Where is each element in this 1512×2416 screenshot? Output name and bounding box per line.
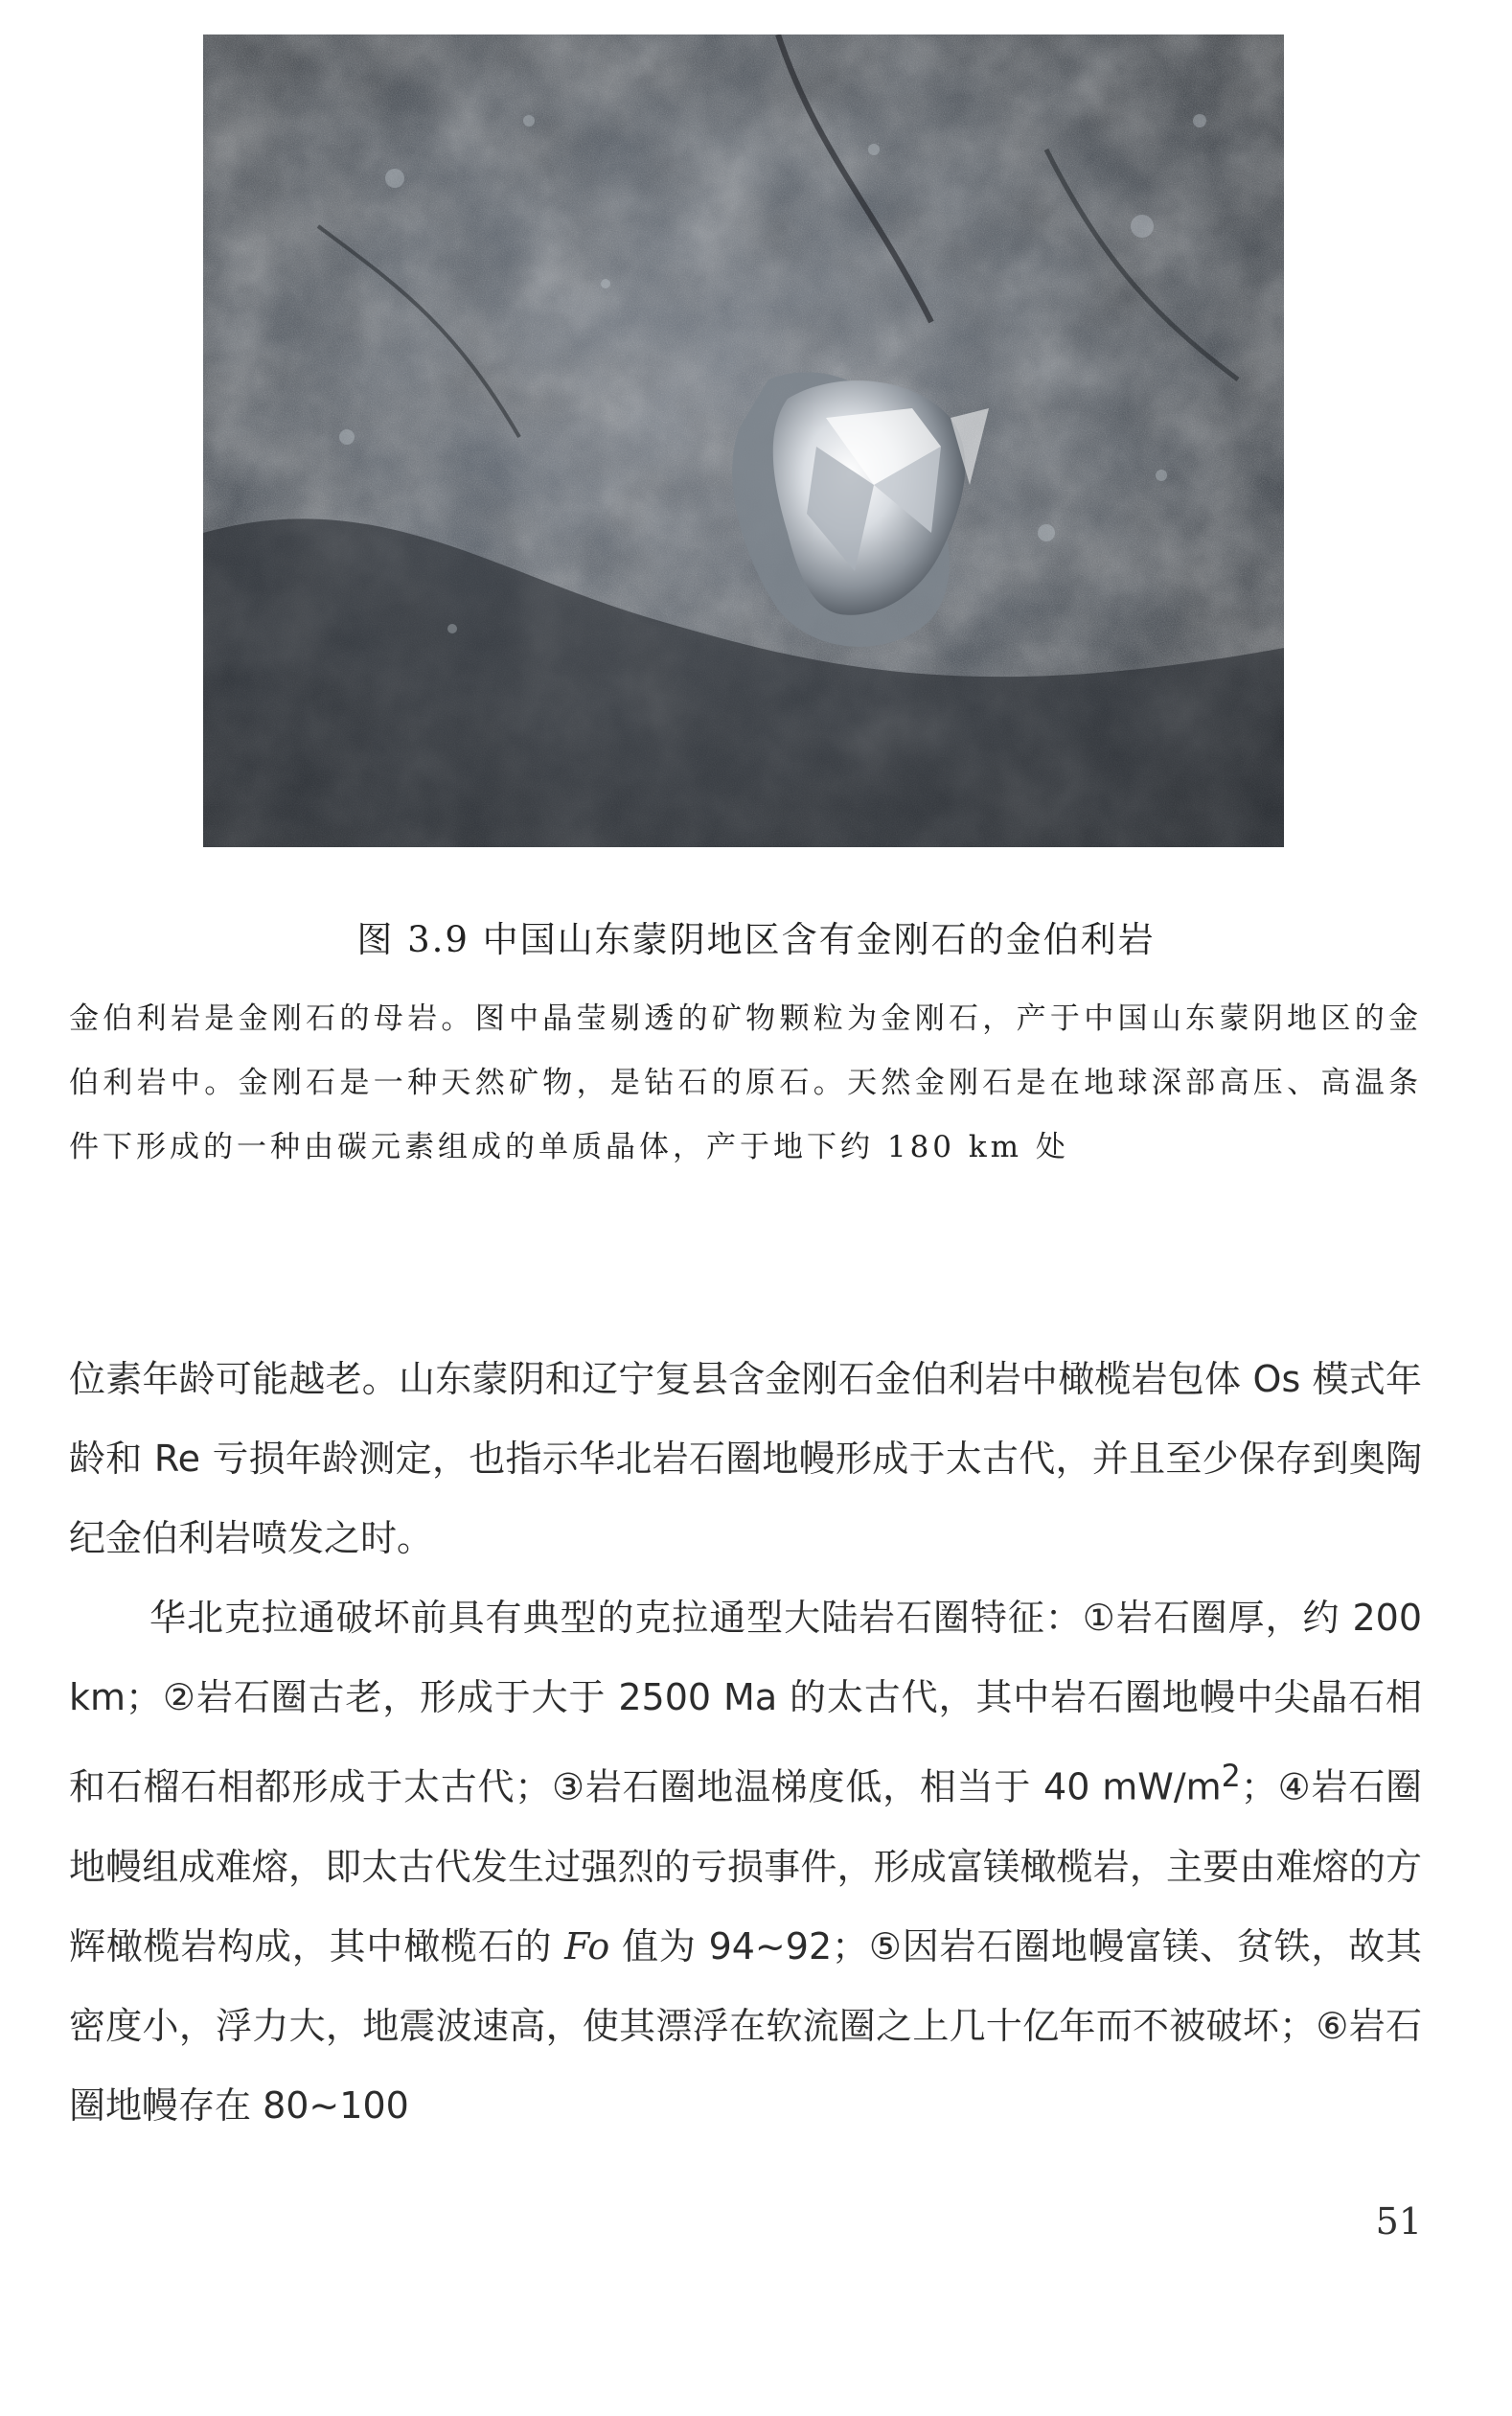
- body-text: [69, 1340, 1422, 2146]
- paragraph-2-part-b: ；④岩石圈地幔组成难熔，即太古代发生过强烈的亏损事件，形成富镁橄榄岩，主要由难熔的方辉橄榄岩构成，其中橄榄石的: [69, 1765, 1422, 1967]
- figure-caption: 图 3.9 中国山东蒙阴地区含有金刚石的金伯利岩: [356, 919, 1156, 960]
- paragraph-2-part-c: 值为 94~92；⑤因岩石圈地幔富镁、贫铁，故其密度小，浮力大，地震波速高，使其漂浮在软流圈之上几十亿年而不被破坏；⑥岩石圈地幔存在 80~100: [69, 1924, 1422, 2127]
- kimberlite-diamond-photo: [203, 35, 1284, 847]
- figure-photo: [203, 35, 1284, 847]
- paragraph-2-part-a: 华北克拉通破坏前具有典型的克拉通型大陆岩石圈特征：①岩石圈厚，约 200 km；②岩石圈古老，形成于大于 2500 Ma 的太古代，其中岩石圈地幔中尖晶石相和石榴石相都形成于太古代；③岩石圈地温梯度低，相当于 40 mW/m: [69, 1597, 1422, 1808]
- page-number: 51: [1375, 2200, 1422, 2243]
- figure-description: 金伯利岩是金刚石的母岩。图中晶莹剔透的矿物颗粒为金刚石，产于中国山东蒙阴地区的金伯利岩中。金刚石是一种天然矿物，是钻石的原石。天然金刚石是在地球深部高压、高温条件下形成的一种由碳元素组成的单质晶体，产于地下约 180 km 处: [69, 1001, 1422, 1164]
- paragraph-1: 位素年龄可能越老。山东蒙阴和辽宁复县含金刚石金伯利岩中橄榄岩包体 Os 模式年龄和 Re 亏损年龄测定，也指示华北岩石圈地幔形成于太古代，并且至少保存到奥陶纪金伯利岩喷发之时。: [69, 1358, 1422, 1559]
- fo-symbol: Fo: [564, 1924, 610, 1967]
- superscript: 2: [1221, 1760, 1241, 1794]
- paragraph-2: [69, 1578, 1422, 2146]
